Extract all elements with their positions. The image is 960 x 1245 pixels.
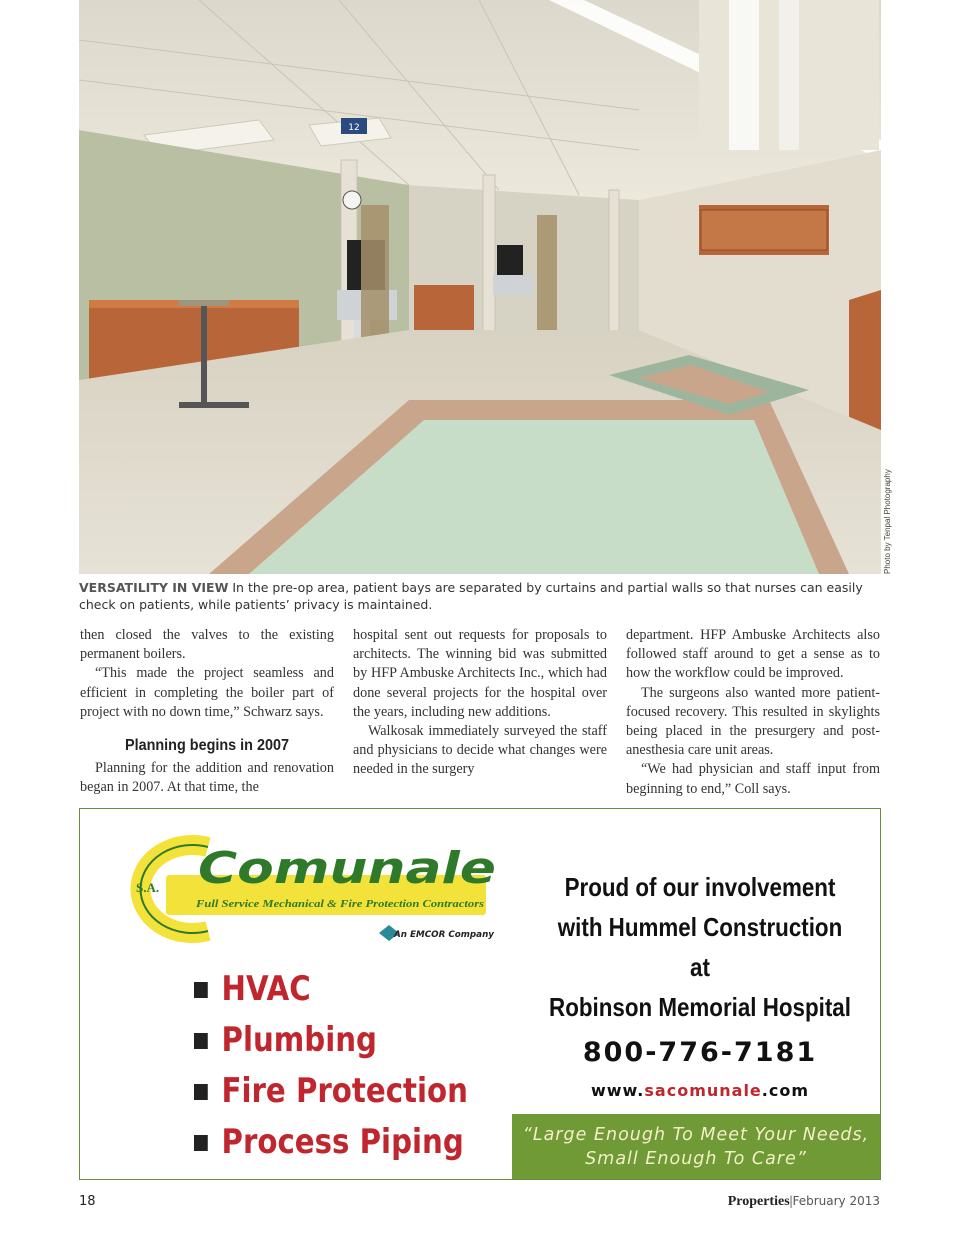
service-item: Plumbing [194, 1015, 468, 1066]
article-column-1 [80, 626, 334, 798]
service-item: Process Piping [194, 1117, 468, 1168]
square-bullet-icon [194, 982, 208, 998]
proud-statement: Proud of our involvement with Hummel Construction at Robinson Memorial Hospital [549, 872, 851, 1022]
photo-credit: Photo by Tenpal Photography [883, 469, 892, 574]
square-bullet-icon [194, 1135, 208, 1151]
photo-caption [79, 579, 881, 613]
hospital-photo [79, 0, 881, 574]
square-bullet-icon [194, 1033, 208, 1049]
logo-name: Comunale [198, 843, 496, 894]
logo-prefix: S.A. [136, 880, 160, 895]
paragraph: Walkosak immediately surveyed the staff and physicians to decide what changes were needed in the surgery [353, 723, 607, 778]
caption-lead: VERSATILITY IN VIEW [79, 580, 229, 595]
service-item: HVAC [194, 964, 468, 1015]
paragraph: The surgeons also wanted more patient-focused recovery. This resulted in skylights being placed in the presurgery and post-anesthesia care unit areas. [626, 684, 880, 759]
paragraph: “We had physician and staff input from beginning to end,” Coll says. [626, 761, 880, 797]
folio [728, 1194, 880, 1210]
service-item: Fire Protection [194, 1066, 468, 1117]
paragraph: Planning for the addition and renovation began in 2007. At that time, the [80, 760, 334, 796]
bay-number-sign: 12 [348, 123, 360, 133]
publication-name: Properties [727, 1194, 790, 1209]
paragraph: hospital sent out requests for proposals to architects. The winning bid was submitted by HFP Ambuske Architects Inc., which had done several projects for the hospital over the years, including new additions. [353, 627, 607, 720]
paragraph: department. HFP Ambuske Architects also followed staff around to get a sense as to how the workflow could be improved. [626, 627, 880, 682]
logo-tagline: Full Service Mechanical & Fire Protection Contractors [194, 899, 485, 910]
article-column-2 [353, 626, 607, 780]
square-bullet-icon [194, 1084, 208, 1100]
services-list [194, 964, 513, 1168]
phone-number: 800-776-7181 [582, 1037, 818, 1068]
comunale-logo [96, 829, 496, 949]
pre-op-area-image [79, 0, 881, 574]
slogan-banner: “Large Enough To Meet Your Needs, Small Enough To Care” [512, 1114, 880, 1179]
paragraph: then closed the valves to the existing permanent boilers. [80, 627, 334, 663]
page-number: 18 [79, 1194, 96, 1209]
issue-date: February 2013 [792, 1194, 880, 1208]
website-link[interactable]: www.sacomunale.com [590, 1081, 810, 1100]
folio-separator: | [789, 1194, 793, 1209]
article-column-3 [626, 626, 880, 799]
paragraph: “This made the project seamless and efficient in completing the boiler part of project with no down time,” Schwarz says. [80, 665, 334, 720]
caption-text: In the pre-op area, patient bays are separated by curtains and partial walls so that nurses can easily check on patients, while patients’ privacy is maintained. [79, 580, 863, 612]
emcor-text: An EMCOR Company [393, 930, 496, 940]
comunale-advertisement [79, 808, 881, 1180]
section-subhead: Planning begins in 2007 [124, 737, 290, 755]
